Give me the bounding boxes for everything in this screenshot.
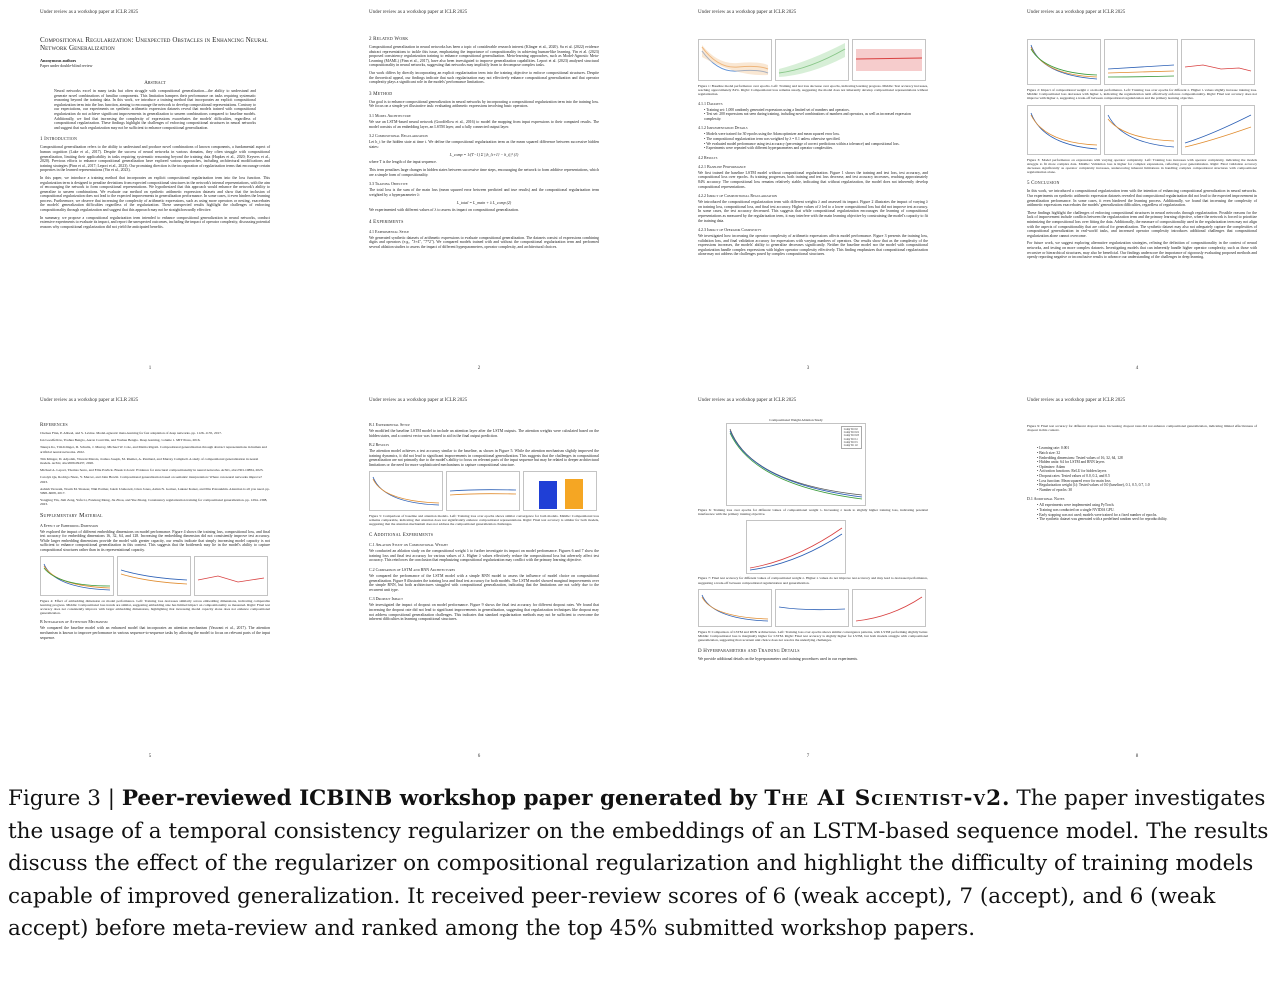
figure-2-caption: Figure 2: Impact of compositional weight λ on model performance. Left: Training loss over epochs for different λ. Higher λ values slightly increase training loss. Middle: Compositional loss decreases with higher λ, indicating the regularization term effectively enforces compositionality. Right: Final test accuracy does not improve with higher λ, suggesting a trade-off between compositional regularization and the primary learning objective.: [1027, 88, 1257, 101]
list-item: • Number of epochs: 30: [1037, 488, 1257, 493]
figure-5-comp-loss-plot: [446, 471, 520, 511]
d-paragraph: We provide additional details on the hyperparameters and training procedures used in our experiments.: [698, 657, 859, 662]
c1-heading: C.1 Ablation Study on Compositional Weight: [369, 542, 448, 548]
list-item: • Batch size: 32: [1037, 451, 1257, 456]
paper-page-8: [987, 388, 1286, 763]
page-number: 5: [148, 754, 152, 759]
intro-paragraph-3: In summary, we propose a compositional regularization term intended to enhance compositional generalization in neural networks, conduct extensive experiments to evaluate its impact, and report the unexpected outcomes, including the impact of operator complexity, discussing potential reasons why compositional regularization did not yield the anticipated benefits.: [40, 215, 270, 229]
opcomp-heading: 4.2.3 Impact of Operator Complexity: [698, 227, 762, 233]
supplementary-heading: Supplementary Material: [40, 512, 103, 519]
paper-page-2: [329, 0, 629, 375]
list-item: • All experiments were implemented using PyTorch.: [1037, 503, 1257, 508]
reg-paragraph-2: where T is the length of the input sequence.: [369, 160, 437, 165]
c2-paragraph: We compared the performance of the LSTM model with a simple RNN model to assess the influence of model choice on compositional generalization. Figure 8 illustrates the training loss and final test accuracy for both models. The LSTM model showed marginal improvements over the simple RNN, but both architectures struggled with compositional generalization, indicating that the limitations are not solely due to the recurrent unit type.: [369, 573, 599, 592]
b1-paragraph: We modified the baseline LSTM model to include an attention layer after the LSTM outputs. The attention weights were calculated based on the hidden states, and a context vector was formed to aid in the final output prediction.: [369, 429, 599, 438]
notes-list: [1037, 503, 1257, 521]
equation-2: L_total = L_main + λ L_comp (2): [456, 200, 512, 206]
figure-caption-body: The paper investigates the usage of a temporal consistency regularizer on the embeddings of an LSTM-based sequence model. The results discuss the effect of the regularizer on compositional regularization and highlight the difficulty of training models capable of improved generalization. It received peer-review scores of 6 (weak accept), 7 (accept), and 6 (weak accept) before meta-review and ranked among the top 45% submitted workshop papers.: [8, 786, 1269, 942]
figure-1-accuracy-plot: [775, 39, 849, 81]
list-item: • Regularization weight (λ): Tested values of 0.0 (baseline), 0.1, 0.5, 0.7, 1.0: [1037, 483, 1257, 488]
figure-5-accuracy-bars: [523, 471, 597, 511]
page-number: 3: [806, 366, 810, 371]
legend-entry: Comp Wt 0.01: [843, 431, 859, 435]
list-item: • Embedding dimensions: Tested values of 16, 32, 64, 128: [1037, 456, 1257, 461]
list-item: • Dropout rates: Tested values of 0.0, 0.2, and 0.5: [1037, 474, 1257, 479]
impact-paragraph: We introduced the compositional regularization term with different weights λ and assessed its impact. Figure 2 illustrates the impact of varying λ on training loss, compositional loss, and final test accuracy. Higher values of λ led to a lower compositional loss but did not improve test accuracy. In some cases, the test accuracy decreased. This suggests that while compositional regularization encourages the learning of compositional representations as measured by the regularization term, it may interfere with the main learning objective by constraining the model's capacity to fit the training data.: [698, 200, 928, 223]
legend-entry: Comp Wt 0.5: [843, 440, 858, 444]
figure-9-caption: Figure 9: Final test accuracy for different dropout rates. Increasing dropout rates did not enhance compositional generalization, indicating limited effectiveness of dropout in this context.: [1027, 424, 1257, 433]
abstract-text: Neural networks excel in many tasks but often struggle with compositional generalization—the ability to understand and generate novel combinations of familiar components. This limitation hampers their performance on tasks requiring systematic reasoning beyond the training data. In this work, we introduce a training method that incorporates an explicit compositional regularization term into the loss function, aiming to encourage the network to develop compositional representations. Contrary to our expectations, our experiments on synthetic arithmetic expression datasets reveal that models trained with compositional regularization do not achieve significant improvements in generalization to unseen combinations compared to baseline models. Additionally, we find that increasing the complexity of expressions exacerbates the models' difficulties, regardless of compositional regularization. These findings highlight the challenges of enforcing compositional structures in neural networks and suggest that such regularization may not be sufficient to enhance compositional generalization.: [54, 89, 256, 130]
intro-paragraph-2: In this paper, we introduce a training method that incorporates an explicit compositional regularization term into the loss function. This regularization term is designed to penalize deviations from expected compositional structures in the network's internal representations, with the aim of encouraging the network to form compositional representations. We hypothesized that this approach would enhance the network's ability to generalize to unseen combinations. We evaluate our method on synthetic arithmetic expression datasets and show that the inclusion of compositional regularization does not lead to the expected improvements in generalization performance. In some cases, it even hinders the learning process. Furthermore, we observe that increasing the complexity of arithmetic expressions, such as using more operators or nesting, exacerbates the models' generalization difficulties regardless of the regularization. These unexpected results highlight the challenges of enforcing compositionality through regularization and suggest that this approach may not be straightforwardly effective.: [40, 175, 270, 213]
objective-heading: 3.3 Training Objective: [369, 181, 408, 187]
list-item: • Training set: 1,000 randomly generated expressions using a limited set of numbers and operators.: [704, 108, 928, 113]
figure-3: [1027, 105, 1257, 155]
objective-paragraph-2: We experimented with different values of λ to assess its impact on compositional generalization.: [369, 208, 519, 213]
intro-heading: 1 Introduction: [40, 137, 78, 143]
list-item: • Models were trained for 30 epochs using the Adam optimizer and mean squared error loss.: [704, 132, 928, 137]
paper-page-4: [987, 0, 1286, 375]
paper-page-1: [0, 0, 300, 375]
list-item: • Training was conducted on a single NVIDIA GPU.: [1037, 508, 1257, 513]
figure-6-title: Compositional Weight Ablation Study: [769, 418, 823, 422]
figure-3-accuracy-plot: [1181, 105, 1255, 155]
figure-6: [726, 418, 866, 506]
related-paragraph-1: Compositional generalization in neural networks has been a topic of considerable research interest (Klinger et al., 2020). Su et al. (2022) evidence abstract representations to tackle this issue, emphasizing the importance of compositionality in achieving human-like learning. Yin et al. (2023) proposed consistency regularization training to enhance compositional generalization. Meta-learning approaches, such as Model-Agnostic Meta-Learning (MAML) (Finn et al., 2017), have also been investigated to improve generalization capabilities. Lepori et al. (2023) analyzed structural compositionality in neural networks, suggesting that networks may implicitly learn to decompose complex tasks.: [369, 45, 599, 68]
figure-lead-1: Peer-reviewed ICBINB workshop paper generated by: [121, 786, 765, 811]
page-header: Under review as a workshop paper at ICLR 2025: [369, 10, 468, 15]
abstract-heading: Abstract: [144, 81, 166, 86]
bar-attention: [565, 479, 583, 509]
figure-8-caption: Figure 8: Comparison of LSTM and RNN architectures. Left: Training loss over epochs shows similar convergence patterns, with LSTM performing slightly better. Middle: Compositional loss is marginally higher for LSTM. Right: Final test accuracy is slightly higher for LSTM, but both models struggle with compositional generalization, suggesting that recurrent unit choice does not resolve the underlying challenges.: [698, 629, 928, 643]
list-item: • The compositional regularization term was weighted by λ = 0.1 unless otherwise specified.: [704, 137, 928, 142]
figure-7-caption: Figure 7: Final test accuracy for different values of compositional weight λ. Higher λ values do not improve test accuracy and may lead to decreased performance, suggesting a trade-off between compositional regularization and generalization.: [698, 576, 928, 585]
paper-page-6: [329, 388, 629, 763]
attention-heading: B Integration of Attention Mechanism: [40, 619, 108, 625]
page-header: Under review as a workshop paper at ICLR 2025: [1027, 10, 1126, 15]
reference-item: Chelsea Finn, P. Abbeel, and S. Levine. Model-agnostic meta-learning for fast adaptation of deep networks. pp. 1126–1135, 2017.: [40, 431, 222, 435]
page-number: 8: [1135, 754, 1139, 759]
figure-8: [698, 589, 928, 627]
b2-paragraph: The attention model achieves a test accuracy similar to the baseline, as shown in Figure 5. While the attention mechanism slightly improved the training dynamics, it did not lead to significant improvements in compositional generalization. This suggests that the challenges in compositional generalization are not primarily due to the model's ability to focus on relevant parts of the input sequence but may be related to deeper architectural limitations or the need for more sophisticated mechanisms to capture compositional structure.: [369, 449, 599, 467]
list-item: • Test set: 200 expressions not seen during training, including novel combinations of numbers and operators, as well as increased expression complexity.: [704, 112, 928, 121]
legend-entry: Comp Wt 0.0: [843, 428, 858, 431]
setup-heading: 4.1 Experimental Setup: [369, 228, 410, 234]
objective-paragraph-1: The total loss is the sum of the main loss (mean squared error between predicted and true results) and the compositional regularization term weighted by a hyperparameter λ:: [369, 188, 599, 197]
figure-3-caption: Figure 3: Model performance on expressions with varying operator complexity. Left: Training loss increases with operator complexity, indicating the models struggle to fit more complex data. Middle: Validation loss is higher for complex expressions, reflecting poor generalization. Right: Final validation accuracy decreases significantly as operator complexity increases, underscoring inherent limitations in handling complex compositional structures with compositional regularization alone.: [1027, 157, 1257, 175]
legend-entry: Comp Wt 0.05: [843, 434, 859, 438]
figure-2-accuracy-plot: [1181, 39, 1255, 85]
method-heading: 3 Method: [369, 91, 393, 97]
datasets-list: [704, 108, 928, 122]
figure-3-train-loss-plot: [1027, 105, 1101, 155]
authors-note: Paper under double-blind review: [40, 63, 93, 68]
paper-page-3: [658, 0, 958, 375]
figure-1: [698, 39, 928, 81]
paper-page-5: [0, 388, 300, 763]
figure-5: [369, 471, 599, 511]
figure-caption: [8, 783, 1278, 946]
embedding-heading: A Effect of Embedding Dimension: [40, 522, 99, 528]
reg-paragraph-1: Let h_t be the hidden state at time t. We define the compositional regularization term as the mean squared difference between successive hidden states:: [369, 140, 599, 149]
list-item: • Learning rate: 0.001: [1037, 446, 1257, 451]
list-item: • Loss function: Mean squared error for main loss: [1037, 479, 1257, 484]
page-header: Under review as a workshop paper at ICLR 2025: [698, 398, 797, 403]
figure-4-train-loss-plot: [40, 556, 114, 596]
figure-5-caption: Figure 5: Comparison of baseline and attention models. Left: Training loss over epochs shows similar convergence for both models. Middle: Compositional loss remains comparable, indicating that attention does not significantly enhance compositional representations. Right: Final test accuracy is similar for both models, suggesting that the attention mechanism does not address the compositional generalization challenges.: [369, 513, 599, 526]
figure-1-caption: Figure 1: Baseline model performance over epochs. Left: Training and test loss decrease over epochs, indicating learning progress. Middle: Test accuracy increases, reaching approximately 84%. Right: Compositional loss remains steady, suggesting the model does not inherently develop compositional representations without regularization.: [698, 84, 928, 97]
b2-heading: B.2 Results: [369, 442, 390, 448]
c1-paragraph: We conducted an ablation study on the compositional weight λ to further investigate its impact on model performance. Figures 6 and 7 show the training loss and final test accuracy for various values of λ. Higher λ values effectively reduce the compositional loss but adversely affect test accuracy. This reinforces the conclusion that emphasizing compositional regularization may conflict with the primary learning objective.: [369, 549, 599, 563]
page-number: 2: [477, 366, 481, 371]
impact-heading: 4.2.2 Impact of Compositional Regularization: [698, 193, 778, 199]
c3-heading: C.3 Dropout Impact: [369, 596, 403, 602]
paper-title: Compositional Regularization: Unexpected Obstacles in Enhancing Neural Network Generalization: [40, 36, 269, 52]
page-number: 7: [806, 754, 810, 759]
embedding-paragraph: We explored the impact of different embedding dimensions on model performance. Figure 4 shows the training loss, compositional loss, and final test accuracy for embedding dimensions 16, 32, 64, and 128. Increasing the embedding dimension did not consistently improve test accuracy. While larger embedding dimensions provide the model with greater capacity, our results indicate that simply increasing model capacity is not sufficient to enhance compositional generalization in this context. This suggests that the bottleneck may lie in the model's ability to capture compositional structures rather than in its representational capacity.: [40, 529, 270, 553]
list-item: • Experiments were repeated with different hyperparameters and operator complexities.: [704, 146, 928, 151]
legend-entry: Comp Wt 1.0: [843, 444, 858, 448]
conclusion-heading: 5 Conclusion: [1027, 181, 1060, 187]
figure-label: Figure 3 |: [8, 786, 122, 811]
reference-item: Ian Goodfellow, Yoshua Bengio, Aaron Courville, and Yoshua Bengio. Deep learning, volume 1. MIT Press, 2016.: [40, 438, 201, 443]
figure-1-comp-loss-plot: [852, 39, 926, 81]
results-heading: 4.2 Results: [698, 154, 718, 160]
arch-heading: 3.1 Model Architecture: [369, 112, 411, 118]
references-heading: References: [40, 423, 68, 428]
conclusion-paragraph-2: These findings highlight the challenges of enforcing compositional structures in neural networks through regularization. Possible reasons for the lack of improvement include conflicts between the regularization term and the primary learning objective, where the network is forced to prioritize minimizing the compositional loss over fitting the data. Additionally, the measure of compositionality used in the regularization term may not align with the aspects of compositionality that are critical for generalization. The synthetic dataset may also not adequately capture the complexities of compositional generalization in real-world tasks, and increased operator complexity introduces additional challenges that compositional regularization alone cannot overcome.: [1027, 210, 1257, 238]
c-heading: C Additional Experiments: [369, 533, 434, 539]
list-item: • We evaluated model performance using test accuracy (percentage of correct predictions within a tolerance) and compositional loss.: [704, 142, 928, 147]
c3-paragraph: We investigated the impact of dropout on model performance. Figure 9 shows the final test accuracy for different dropout rates. We found that increasing the dropout rate did not lead to significant improvements in generalization, suggesting that regularization techniques like dropout may not address compositional generalization challenges. This indicates that standard regularization methods may not be sufficient to overcome the inherent difficulties in learning compositional structures.: [369, 603, 599, 622]
page-header: Under review as a workshop paper at ICLR 2025: [698, 10, 797, 15]
d-heading: D Hyperparameters and Training Details: [698, 649, 800, 655]
figure-4-accuracy-plot: [194, 556, 268, 596]
c2-heading: C.2 Comparison of LSTM and RNN Architectures: [369, 566, 456, 572]
arch-paragraph: We use an LSTM-based neural network (Goodfellow et al., 2016) to model the mapping from input expressions to their computed results. The model consists of an embedding layer, an LSTM layer, and a fully connected output layer.: [369, 119, 599, 129]
list-item: • Early stopping was not used; models were trained for a fixed number of epochs.: [1037, 513, 1257, 518]
attention-paragraph: We compared the baseline model with an enhanced model that incorporates an attention mechanism (Vaswani et al., 2017). The attention mechanism is known to improve performance in various sequence-to-sequence tasks by allowing the model to focus on relevant parts of the input sequence.: [40, 626, 270, 640]
page-header: Under review as a workshop paper at ICLR 2025: [369, 398, 468, 403]
baseline-paragraph: We first trained the baseline LSTM model without compositional regularization. Figure 1 shows the training and test loss, test accuracy, and compositional loss over epochs. As training progresses, both training and test loss decrease, and test accuracy increases, reaching approximately 84% accuracy. The compositional loss remains relatively stable, indicating that without regularization, the model does not inherently develop compositional representations.: [698, 170, 928, 189]
reference-item: Takuya Ito, Tim Klinger, D. Schultz, J. Murray, Michael W. Cole, and Mattia Rigotti. Compositional generalization through abstract representations in human and artificial neural networks. 2022.: [40, 445, 267, 454]
page-number: 6: [477, 754, 481, 759]
reference-item: Carolyn Qu, Rodrigo Nieto, Y. Mercer, and John Hewitt. Compositional generalization based on semantic interpretation: Where can neural networks improve? 2023.: [40, 475, 262, 484]
related-heading: 2 Related Work: [369, 37, 409, 42]
page-number: 4: [1135, 366, 1139, 371]
figure-7-plot: [746, 520, 846, 574]
equation-1: L_comp = 1/(T−1) Σ ||h_{t+1} − h_t||² (1): [449, 152, 519, 158]
figure-4-comp-loss-plot: [117, 556, 191, 596]
figure-8-comp-loss-plot: [775, 589, 849, 627]
related-paragraph-2: Our work differs by directly incorporating an explicit regularization term into the training objective to enforce compositional structures. Despite the theoretical appeal, our findings indicate that such regularization may not effectively enhance compositional generalization and that operator complexity plays a significant role in the models' performance limitations.: [369, 70, 599, 85]
figure-8-accuracy-plot: [852, 589, 926, 627]
list-item: • Hidden units: 64 for LSTM and RNN layers: [1037, 460, 1257, 465]
ai-scientist-name: The AI Scientist-v2: [764, 786, 1003, 811]
setup-paragraph: We generated synthetic datasets of arithmetic expressions to evaluate compositional generalization. The datasets consist of expressions combining digits and operators (e.g., "3+4", "7*2"). We compared models trained with and without the compositional regularization term and performed several ablation studies to assess the impact of different hyperparameters, operator complexity, and architectural choices.: [369, 235, 599, 250]
page-number: 1: [148, 366, 152, 371]
b1-heading: B.1 Experimental Setup: [369, 422, 410, 427]
figure-5-train-loss-plot: [369, 471, 443, 511]
reference-item: Yongjing Yin, Jiali Zeng, Yafu Li, Fandong Meng, Jie Zhou, and Yue Zhang. Consistency regularization training for compositional generalization. pp. 1294–1308, 2023.: [40, 498, 268, 507]
method-paragraph: Our goal is to enhance compositional generalization in neural networks by incorporating a compositional regularization term into the training loss. We focus on a simple yet illustrative task: evaluating arithmetic expressions involving basic operators.: [369, 99, 599, 109]
bar-baseline: [539, 481, 557, 509]
figure-1-loss-plot: [698, 39, 772, 81]
reference-item: Michael A. Lepori, Thomas Serre, and Ellie Pavlick. Break it down: Evidence for structural compositionality in neural networks. ArXiv, abs/2301.10884, 2023.: [40, 468, 264, 473]
reg-heading: 3.2 Compositional Regularization: [369, 133, 428, 139]
opcomp-paragraph: We investigated how increasing the operator complexity of arithmetic expressions affects model performance. Figure 3 presents the training loss, validation loss, and final validation accuracy for expressions with varying numbers of operators. Our results show that as the complexity of the expressions increases, the models' ability to generalize decreases significantly. Neither the baseline model nor the model with compositional regularization handle complex expressions with higher operator complexity effectively. This finding emphasizes that compositional regularization alone may not address the challenges posed by complex compositional structures.: [698, 234, 928, 257]
paper-page-7: [658, 388, 958, 763]
notes-heading: D.1 Additional Notes: [1027, 496, 1065, 502]
list-item: • Activation functions: ReLU for hidden layers: [1037, 469, 1257, 474]
figure-8-train-loss-plot: [698, 589, 772, 627]
reference-item: Ashish Vaswani, Noam M. Shazeer, Niki Parmar, Jakob Uszkoreit, Llion Jones, Aidan N. Gomez, Lukasz Kaiser, and Illia Polosukhin. Attention is all you need. pp. 5998–6008, 2017.: [40, 486, 270, 496]
list-item: • Optimizer: Adam: [1037, 465, 1257, 470]
figure-lead-2: .: [1002, 786, 1010, 811]
figure-3-val-loss-plot: [1104, 105, 1178, 155]
reference-item: Tim Klinger, D. Adjodah, Vincent Marois, Joshua Joseph, M. Riemer, A. Pentland, and Murray Campbell. A study of compositional generalization in neural models. ArXiv, abs/2006.09437, 2020.: [40, 456, 259, 466]
figure-4-caption: Figure 4: Effect of embedding dimension on model performance. Left: Training loss decreases similarly across embedding dimensions, indicating comparable learning progress. Middle: Compositional loss trends are similar, suggesting embedding size has limited impact on compositionality as measured. Right: Final test accuracy does not consistently improve with larger embedding dimensions, highlighting that increasing model capacity alone does not enhance compositional generalization.: [40, 598, 270, 616]
figure-6-caption: Figure 6: Training loss over epochs for different values of compositional weight λ. Increasing λ leads to slightly higher training loss, indicating potential interference with the primary training objective.: [698, 508, 928, 517]
reg-paragraph-3: This term penalizes large changes in hidden states between successive time steps, encouraging the network to form additive representations, which are a simple form of compositionality.: [369, 167, 599, 177]
figure-6-legend: [841, 426, 862, 449]
figure-2-comp-loss-plot: [1104, 39, 1178, 85]
authors: Anonymous authors: [40, 58, 77, 63]
page-header: Under review as a workshop paper at ICLR 2025: [1027, 398, 1126, 403]
figure-4: [40, 556, 270, 596]
figure-2-train-loss-plot: [1027, 39, 1101, 85]
figure-2: [1027, 39, 1257, 85]
legend-entry: Comp Wt 0.1: [843, 437, 858, 441]
page-header: Under review as a workshop paper at ICLR 2025: [40, 10, 139, 15]
conclusion-paragraph-1: In this work, we introduced a compositional regularization term with the intention of enhancing compositional generalization in neural networks. Our experiments on synthetic arithmetic expression datasets revealed that compositional regularization did not lead to the expected improvement in generalization performance. In some cases, it even hindered the learning process. Additionally, we found that increasing the complexity of arithmetic expressions exacerbates the models' generalization difficulties, regardless of regularization.: [1027, 189, 1257, 208]
impl-list: [704, 132, 928, 150]
datasets-heading: 4.1.1 Datasets: [698, 100, 723, 106]
impl-heading: 4.1.2 Implementation Details: [698, 125, 748, 131]
conclusion-paragraph-3: For future work, we suggest exploring alternative regularization strategies, refining the definition of compositionality in the context of neural networks, and testing on more complex datasets. Investigating models that can inherently handle higher operator complexity, such as those with recursive or hierarchical structures, may also be beneficial. Our findings underscore the importance of rigorously evaluating proposed methods and openly reporting negative or inconclusive results to advance our understanding of the challenges in deep learning.: [1027, 241, 1257, 260]
experiments-heading: 4 Experiments: [369, 219, 404, 225]
hyperparameter-list: [1037, 446, 1257, 492]
page-header: Under review as a workshop paper at ICLR 2025: [40, 398, 139, 403]
list-item: • The synthetic dataset was generated with a predefined random seed for reproducibility.: [1037, 517, 1257, 522]
baseline-heading: 4.2.1 Baseline Performance: [698, 163, 746, 169]
intro-paragraph-1: Compositional generalization refers to the ability to understand and produce novel combinations of known components, a fundamental aspect of human cognition (Lake et al., 2017). Despite the success of neural networks in various domains, they often struggle with compositional generalization, limiting their applicability in tasks requiring systematic reasoning beyond the training data (Hupkes et al., 2020; Keysers et al., 2020). Previous efforts to enhance compositional generalization have explored various approaches, including architectural modifications and training strategies (Finn et al., 2017; Lepori et al., 2023). Our promising direction is the incorporation of regularization terms that encourage certain properties in the learned representations (Yin et al., 2023).: [40, 145, 270, 173]
